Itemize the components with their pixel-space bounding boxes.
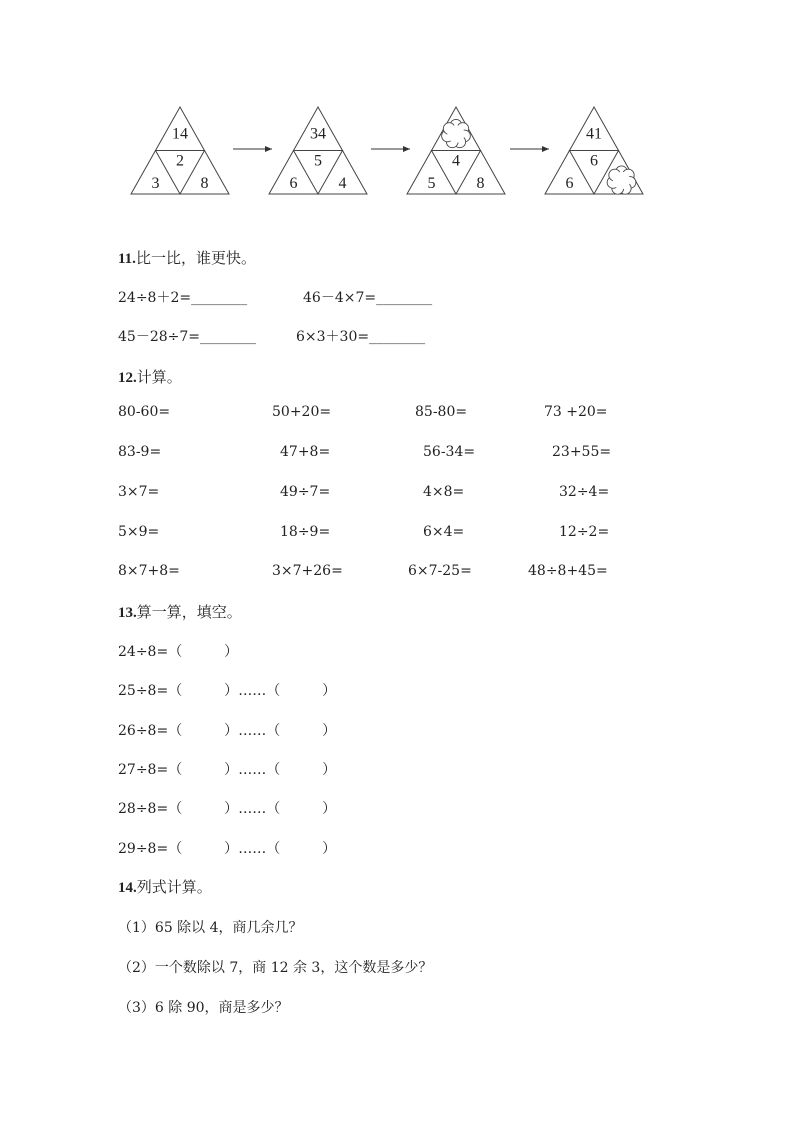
division-expression: 25÷8= (118, 683, 169, 699)
triangle-puzzle (131, 107, 229, 194)
triangle-number: 6 (590, 152, 598, 170)
triangle-number: 5 (427, 175, 436, 192)
q12-expression: 12÷2= (559, 524, 610, 540)
q13-row (118, 759, 336, 779)
triangle-number: 8 (476, 175, 485, 192)
ellipsis: …… (238, 841, 267, 857)
ellipsis: …… (238, 762, 267, 778)
q11-number: 11. (118, 251, 136, 267)
q12-expression: 50+20= (272, 404, 332, 420)
quotient-blank[interactable]: （ ） (168, 841, 239, 857)
q12-expression: 5×9= (118, 524, 160, 540)
q14-number: 14. (118, 880, 137, 896)
quotient-blank[interactable]: （ ） (168, 762, 239, 778)
q14-item: （3）6 除 90，商是多少？ (118, 1000, 289, 1016)
division-expression: 27÷8= (118, 762, 169, 778)
triangle-number: 34 (310, 125, 326, 143)
division-expression: 29÷8= (118, 841, 169, 857)
q12-expression: 83-9= (118, 444, 162, 460)
triangle-number: 3 (151, 175, 160, 192)
q12-expression: 4×8= (423, 484, 465, 500)
q12-expression: 18÷9= (280, 524, 331, 540)
q13-row (118, 641, 238, 661)
q11-expression: 46－4×7=________ (303, 290, 433, 306)
triangle-puzzle (545, 107, 643, 194)
q12-expression: 56-34= (423, 444, 476, 460)
q12-expression: 3×7+26= (272, 563, 343, 579)
q12-title: 计算。 (136, 368, 182, 386)
q14-item: （2）一个数除以 7，商 12 余 3，这个数是多少？ (118, 960, 433, 976)
remainder-blank[interactable]: （ ） (266, 801, 337, 817)
q12-expression: 73 +20= (544, 404, 608, 420)
triangle-number: 6 (565, 175, 574, 192)
triangle-number: 2 (176, 152, 184, 170)
flower-icon (607, 166, 636, 194)
q11-expression: 45－28÷7=________ (118, 329, 256, 345)
q13-row (118, 680, 336, 700)
quotient-blank[interactable]: （ ） (168, 801, 239, 817)
q11-expression: 6×3＋30=________ (296, 329, 426, 345)
q13-title: 算一算，填空。 (136, 603, 242, 621)
triangle-puzzle (269, 107, 367, 194)
quotient-blank[interactable]: （ ） (168, 644, 239, 660)
q13-number: 13. (118, 605, 137, 621)
ellipsis: …… (238, 801, 267, 817)
q12-expression: 85-80= (415, 404, 468, 420)
division-expression: 26÷8= (118, 723, 169, 739)
remainder-blank[interactable]: （ ） (266, 841, 337, 857)
triangle-number: 41 (586, 125, 602, 143)
triangle-number: 8 (200, 175, 209, 192)
q13-heading (118, 601, 242, 622)
q12-expression: 6×4= (423, 524, 465, 540)
q13-row (118, 720, 336, 740)
q12-expression: 47+8= (280, 444, 331, 460)
quotient-blank[interactable]: （ ） (168, 683, 239, 699)
triangle-number: 5 (314, 152, 322, 170)
q12-expression: 48÷8+45= (528, 563, 608, 579)
q13-row (118, 838, 336, 858)
q11-heading (118, 247, 256, 268)
division-expression: 28÷8= (118, 801, 169, 817)
quotient-blank[interactable]: （ ） (168, 723, 239, 739)
q12-expression: 32÷4= (559, 484, 610, 500)
q12-expression: 49÷7= (280, 484, 331, 500)
q12-number: 12. (118, 370, 137, 386)
q12-expression: 23+55= (552, 444, 612, 460)
q11-expression: 24÷8＋2=________ (118, 290, 248, 306)
remainder-blank[interactable]: （ ） (266, 683, 337, 699)
q11-title: 比一比，谁更快。 (135, 249, 256, 267)
q14-item: （1）65 除以 4，商几余几？ (118, 920, 303, 936)
triangle-number: 4 (338, 175, 347, 192)
q12-expression: 80-60= (118, 404, 171, 420)
remainder-blank[interactable]: （ ） (266, 762, 337, 778)
division-expression: 24÷8= (118, 644, 169, 660)
triangle-number: 14 (172, 125, 188, 143)
flower-icon (442, 119, 471, 147)
ellipsis: …… (238, 683, 267, 699)
triangle-puzzle-figure (0, 0, 794, 215)
ellipsis: …… (238, 723, 267, 739)
q12-expression: 6×7-25= (408, 563, 472, 579)
q12-expression: 3×7= (118, 484, 160, 500)
q12-expression: 8×7+8= (118, 563, 180, 579)
q12-heading (118, 366, 182, 387)
triangle-number: 6 (289, 175, 298, 192)
q13-row (118, 798, 336, 818)
triangle-number: 4 (452, 152, 460, 170)
q14-title: 列式计算。 (136, 878, 212, 896)
remainder-blank[interactable]: （ ） (266, 723, 337, 739)
triangle-puzzle (407, 107, 505, 194)
q14-heading (118, 876, 212, 897)
